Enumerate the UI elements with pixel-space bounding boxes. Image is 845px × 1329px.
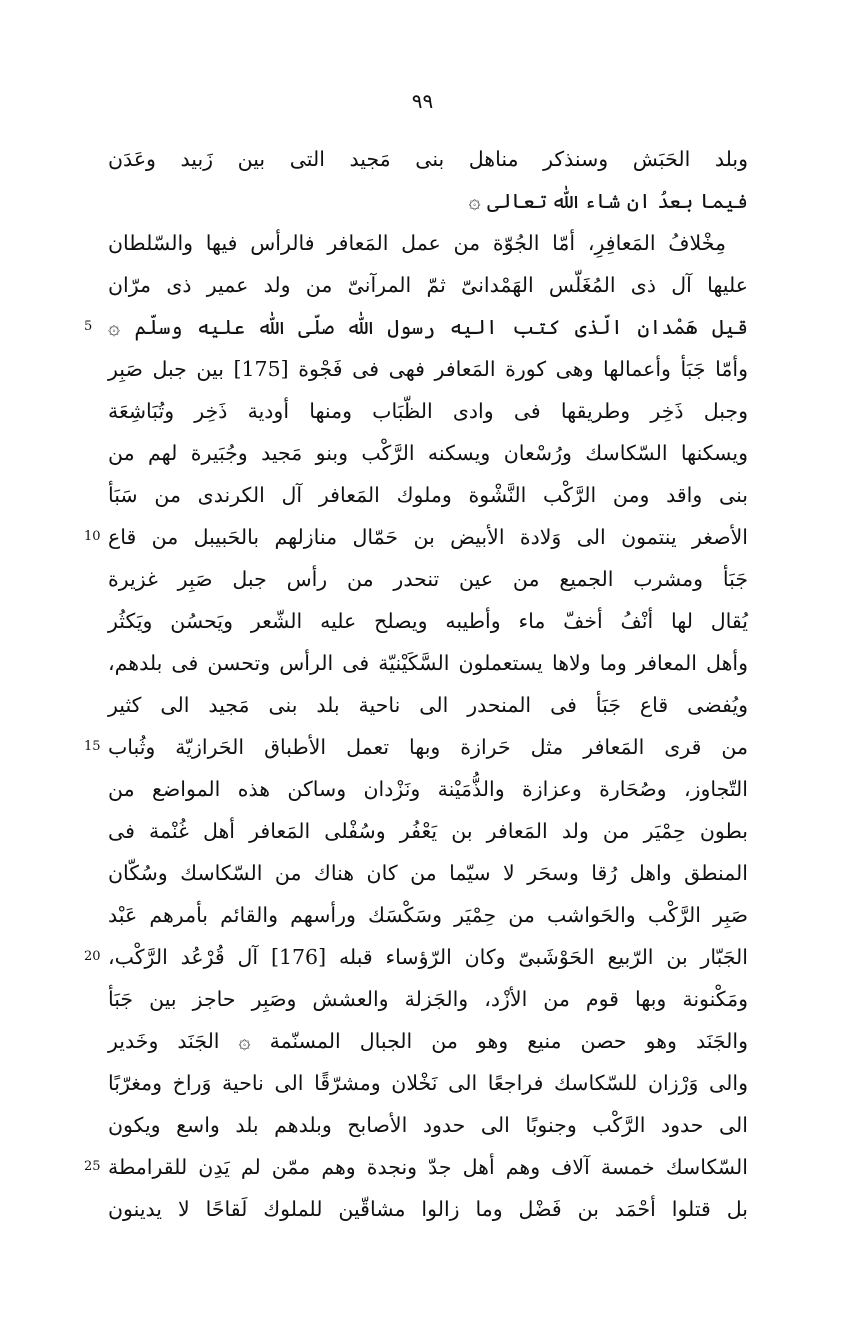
text-line <box>108 600 748 642</box>
line-text: بطون حِمْيَر من ولد المَعافر بن يَعْفُر وسُفْلى المَعافر أهل غُنْمة فى <box>108 819 748 843</box>
text-line <box>108 1188 748 1230</box>
text-line <box>108 180 748 222</box>
line-text: الى حدود الرَّكْب وجنوبًا الى حدود الأصابح وبلدهم بلد واسع ويكون <box>108 1113 748 1137</box>
line-text: فيما بعدُ ان شاء اللّٰه تعالى ۞ <box>468 189 748 213</box>
text-line <box>84 306 748 348</box>
line-text: وأهل المعافر وما ولاها يستعملون السَّكَيْنيّة فى الرأس وتحسن فى بلدهم، <box>108 651 748 675</box>
text-line <box>108 684 748 726</box>
text-line <box>108 894 748 936</box>
text-line <box>108 768 748 810</box>
line-text: والى وَرْزان للسّكاسك فراجعًا الى نَخْلان ومشرّقًا الى ناحية وَراخ ومغرّبًا <box>108 1071 748 1095</box>
line-number: 5 <box>84 319 93 334</box>
line-text: وأمّا جَبَأ وأعمالها وهى كورة المَعافر فهى فى فَجْوة [175] بين جبل صَبِر <box>108 357 748 381</box>
text-line <box>108 138 748 180</box>
text-line <box>108 222 748 264</box>
page-number: ٩٩ <box>411 89 434 113</box>
line-text: وبلد الحَبَش وسنذكر مناهل بنى مَجيد التى بين زَبيد وعَدَن <box>108 147 748 171</box>
text-line <box>108 264 748 306</box>
line-text: الجَبّار بن الرّبيع الحَوْشَبىّ وكان الرّؤساء قبله [176] آل قُرْعُد الرَّكْب، <box>108 945 748 969</box>
line-text: جَبَأ ومشرب الجميع من عين تنحدر من رأس جبل صَبِر غزيرة <box>108 567 748 591</box>
line-text: عليها آل ذى المُغَلّس الهَمْدانىّ ثمّ المرآنىّ من ولد عمير ذى مرّان <box>108 273 748 297</box>
text-line <box>84 726 748 768</box>
text-line <box>84 516 748 558</box>
line-number: 15 <box>84 739 101 754</box>
line-text: ويُفضى قاع جَبَأ فى المنحدر الى ناحية بلد بنى مَجيد الى كثير <box>108 693 748 717</box>
line-text: من قرى المَعافر مثل حَرازة وبها تعمل الأطباق الحَرازيّة وثُباب <box>108 735 748 759</box>
line-text: السّكاسك خمسة آلاف وهم أهل جدّ ونجدة وهم ممّن لم يَدِن للقرامطة <box>108 1155 748 1179</box>
line-text: التّجاوز، وصُحَارة وعزازة والذُّمَيْنة ونَزْدان وساكن هذه المواضع من <box>108 777 748 801</box>
line-text: قيل هَمْدان الّذى كتب اليه رسول اللّٰه صلّى اللّٰه عليه وسلّم ۞ <box>108 315 748 339</box>
line-text: يُقال لها أنْفُ أخفّ ماء وأطيبه ويصلح عليه الشّعر ويَحسُن ويَكثُر <box>108 609 748 633</box>
text-line <box>108 432 748 474</box>
line-text: مِخْلافُ المَعافِرِ، أمّا الجُوّة من عمل المَعافر فالرأس فيها والسّلطان <box>108 231 726 255</box>
line-text: وجبل ذَخِر وطريقها فى وادى الظّبَاب ومنها أودية ذَخِر وتُبَاشِعَة <box>108 399 748 423</box>
line-text: ومَكْنونة وبها قوم من الأزْد، والجَزلة والعشش وصَبِر حاجز بين جَبَأ <box>108 987 748 1011</box>
line-text: الأصغر ينتمون الى وَلادة الأبيض بن حَمّال منازلهم بالحَبيبل من قاع <box>108 525 748 549</box>
main-text-block <box>84 138 748 1230</box>
text-line <box>84 936 748 978</box>
line-text: المنطق واهل رُقا وسحَر لا سيّما من كان هناك من السّكاسك وسُكّان <box>108 861 748 885</box>
text-line <box>108 1062 748 1104</box>
line-text: بل قتلوا أحْمَد بن فَضْل وما زالوا مشاقّين للملوك لَقاحًا لا يدينون <box>108 1197 748 1221</box>
line-number: 20 <box>84 949 101 964</box>
text-line <box>108 1020 748 1062</box>
text-line <box>108 642 748 684</box>
text-line <box>84 1146 748 1188</box>
line-number: 25 <box>84 1159 101 1174</box>
text-line <box>108 348 748 390</box>
text-line <box>108 1104 748 1146</box>
line-text: صَبِر الرَّكْب والحَواشب من حِمْيَر وسَكْسَك ورأسهم والقائم بأمرهم عَبْد <box>108 903 748 927</box>
line-text: ويسكنها السّكاسك ورُسْعان ويسكنه الرَّكْب وبنو مَجيد وجُبَيرة لهم من <box>108 441 748 465</box>
text-line <box>108 474 748 516</box>
line-text: بنى واقد ومن الرَّكْب النَّشْوة وملوك المَعافر آل الكرندى من سَبَأ <box>108 483 748 507</box>
text-line <box>108 390 748 432</box>
text-line <box>108 852 748 894</box>
text-line <box>108 810 748 852</box>
text-line <box>108 558 748 600</box>
text-line <box>108 978 748 1020</box>
line-text: والجَنَد وهو حصن منيع وهو من الجبال المسنّمة ۞ الجَنَد وخَدير <box>108 1029 748 1053</box>
line-number: 10 <box>84 529 101 544</box>
